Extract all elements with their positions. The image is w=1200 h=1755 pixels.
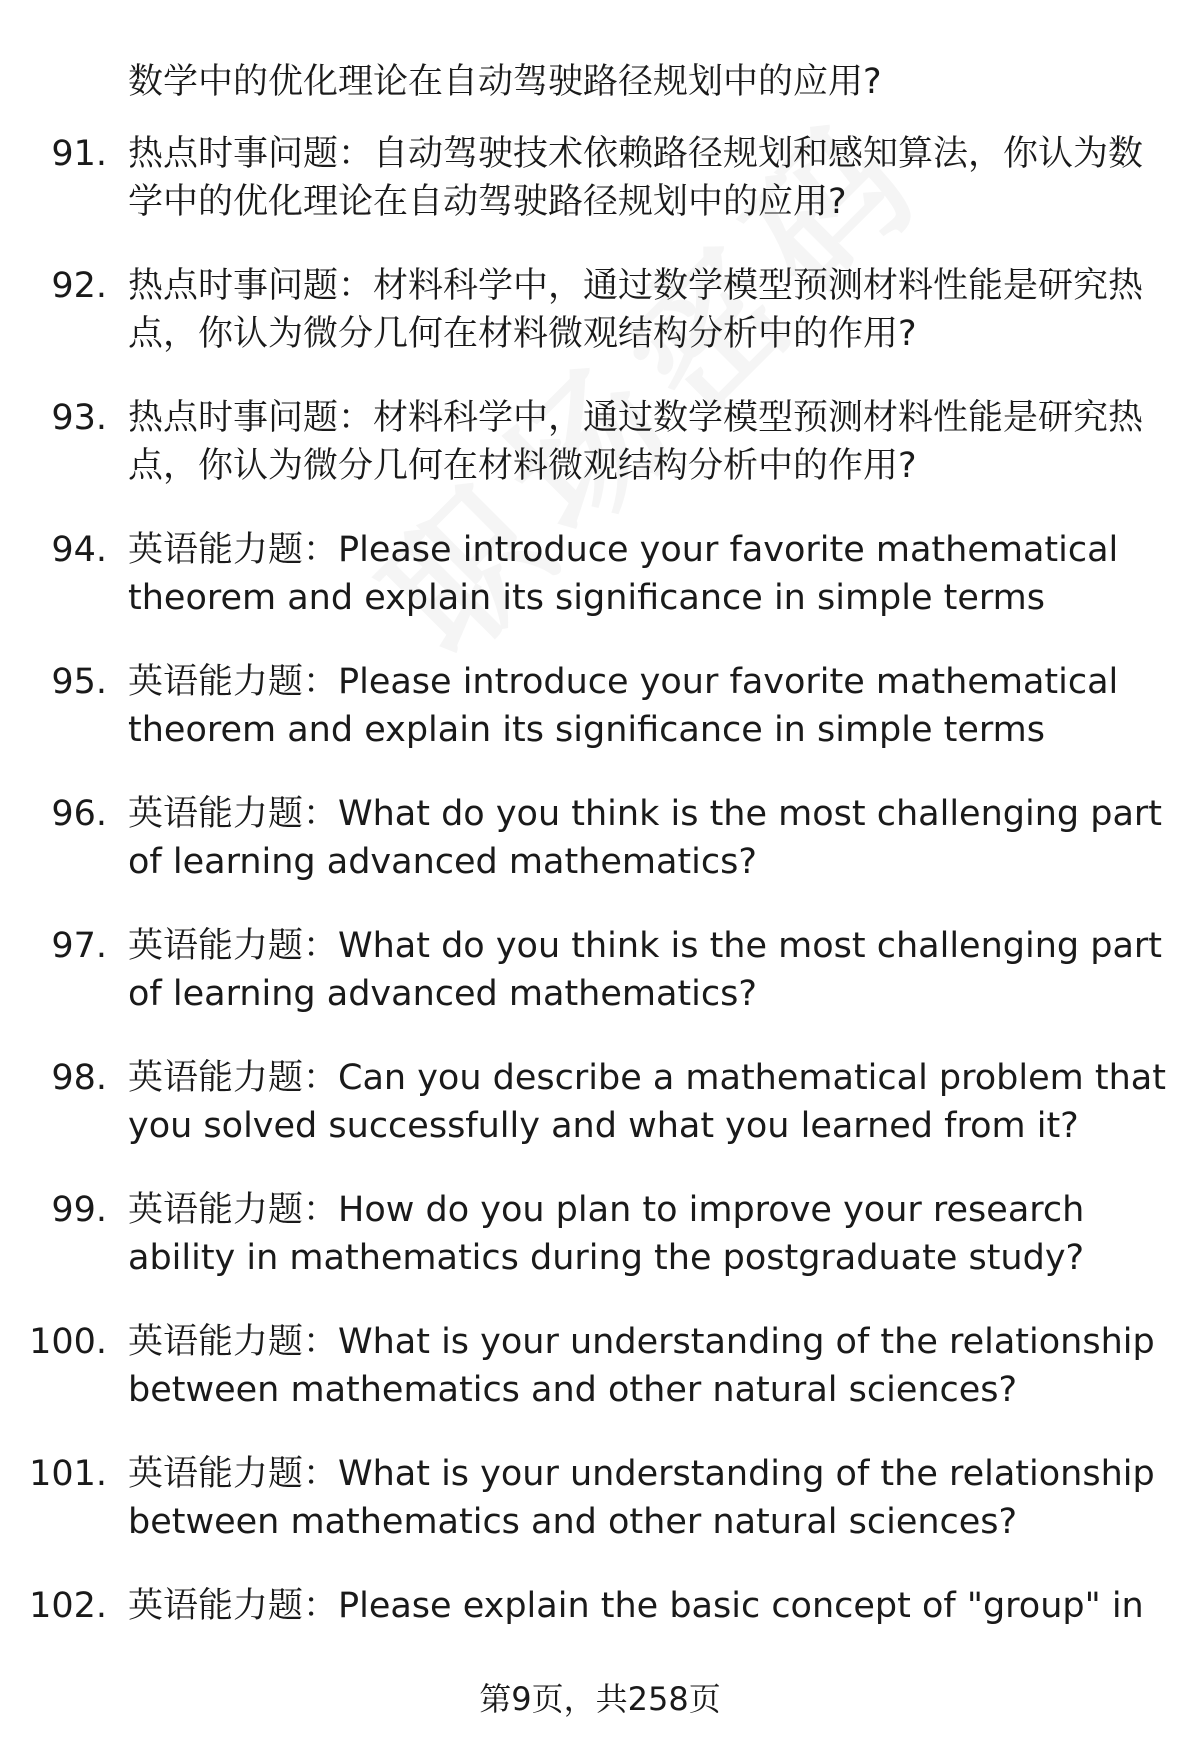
question-text: 英语能力题：Please explain the basic concept of "group" in [128, 1586, 1144, 1626]
list-item [0, 1186, 1200, 1318]
list-item [0, 526, 1200, 658]
question-number: 101. [29, 1454, 107, 1494]
question-text: 英语能力题：What is your understanding of the relationship between mathematics and other natural sciences? [128, 1454, 1155, 1542]
page-number: 第9页，共258页 [479, 1680, 721, 1718]
question-number: 99. [51, 1190, 107, 1230]
question-text: 英语能力题：Can you describe a mathematical problem that you solved successfully and what you learned from it? [128, 1058, 1166, 1146]
list-item [0, 790, 1200, 922]
question-text: 英语能力题：How do you plan to improve your research ability in mathematics during the postgraduate study? [128, 1190, 1085, 1278]
list-item [0, 1582, 1200, 1654]
list-item [0, 1450, 1200, 1582]
question-number: 93. [51, 398, 107, 438]
question-number: 92. [51, 266, 107, 306]
question-text: 英语能力题：What is your understanding of the relationship between mathematics and other natural sciences? [128, 1322, 1155, 1410]
question-text: 英语能力题：What do you think is the most challenging part of learning advanced mathematics? [128, 794, 1163, 882]
question-text: 英语能力题：Please introduce your favorite mathematical theorem and explain its significance in simple terms [128, 530, 1119, 618]
list-item [0, 394, 1200, 526]
list-item [0, 1054, 1200, 1186]
question-number: 95. [51, 662, 107, 702]
question-number: 94. [51, 530, 107, 570]
question-number: 97. [51, 926, 107, 966]
question-number: 91. [51, 134, 107, 174]
question-text: 热点时事问题：自动驾驶技术依赖路径规划和感知算法，你认为数学中的优化理论在自动驾驶路径规划中的应用? [128, 134, 1144, 222]
list-item [0, 130, 1200, 262]
question-text: 英语能力题：Please introduce your favorite mathematical theorem and explain its significance in simple terms [128, 662, 1119, 750]
question-text: 英语能力题：What do you think is the most challenging part of learning advanced mathematics? [128, 926, 1163, 1014]
question-number: 100. [29, 1322, 107, 1362]
list-item [0, 262, 1200, 394]
question-number: 98. [51, 1058, 107, 1098]
list-item [0, 658, 1200, 790]
question-text: 数学中的优化理论在自动驾驶路径规划中的应用? [128, 62, 882, 102]
question-text: 热点时事问题：材料科学中，通过数学模型预测材料性能是研究热点，你认为微分几何在材料微观结构分析中的作用? [128, 266, 1144, 354]
question-list [0, 58, 1200, 1654]
question-text: 热点时事问题：材料科学中，通过数学模型预测材料性能是研究热点，你认为微分几何在材料微观结构分析中的作用? [128, 398, 1144, 486]
question-number: 96. [51, 794, 107, 834]
question-number: 102. [29, 1586, 107, 1626]
list-item [0, 1318, 1200, 1450]
list-item [0, 922, 1200, 1054]
list-item [0, 58, 1200, 130]
